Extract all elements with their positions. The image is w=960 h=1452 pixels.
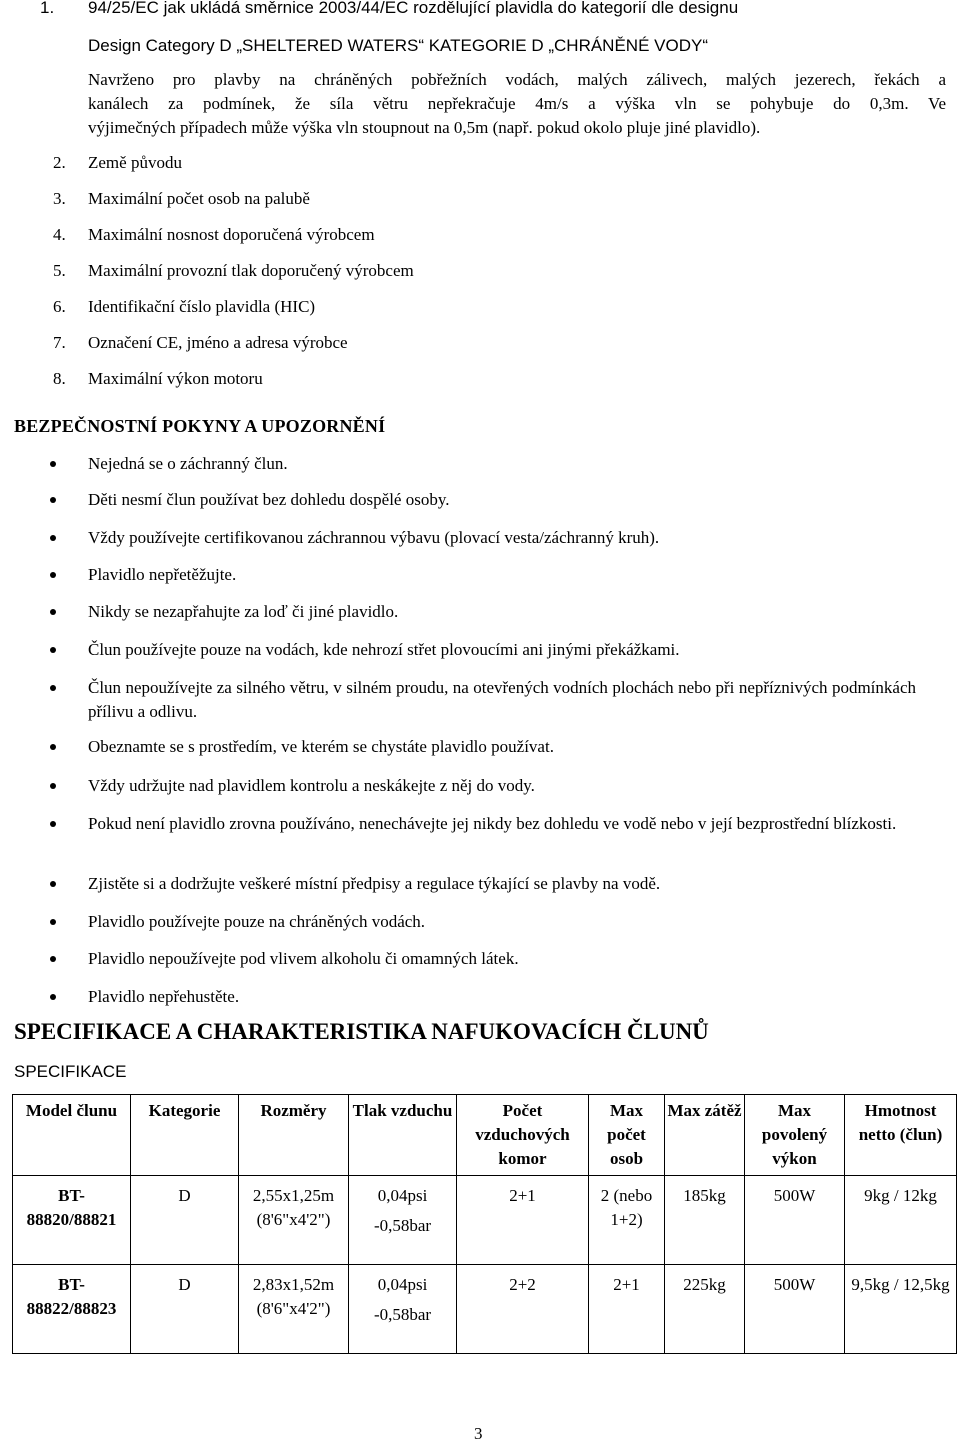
dimensions-cell: 2,55x1,25m (8'6"x4'2") bbox=[239, 1176, 349, 1265]
safety-item: Nikdy se nezapřahujte za loď či jiné plavidlo. bbox=[88, 602, 399, 621]
bullet-icon bbox=[50, 994, 56, 1000]
safety-item: Člun nepoužívejte za silného větru, v silném proudu, na otevřených vodních plochách nebo při nepříznivých podmínkách přílivu a odlivu. bbox=[88, 678, 916, 721]
load-cell: 225kg bbox=[665, 1265, 745, 1354]
spec-table bbox=[12, 1094, 957, 1354]
persons-cell: 2+1 bbox=[589, 1265, 665, 1354]
bullet-icon bbox=[50, 744, 56, 750]
pressure-bar: -0,58bar bbox=[373, 1305, 432, 1324]
item-number: 3. bbox=[53, 189, 66, 208]
column-header: Tlak vzduchu bbox=[349, 1095, 457, 1176]
item-number: 4. bbox=[53, 225, 66, 244]
item-1-number: 1. bbox=[40, 0, 55, 17]
column-header: Max povolený výkon bbox=[745, 1095, 845, 1176]
item-text: Maximální počet osob na palubě bbox=[88, 189, 310, 208]
bullet-icon bbox=[50, 685, 56, 691]
item-text: Maximální výkon motoru bbox=[88, 369, 263, 388]
table-row bbox=[13, 1265, 957, 1354]
description-line: Navrženo pro plavby na chráněných pobřežních vodách, malých zálivech, malých jezerech, řekách a bbox=[88, 70, 946, 89]
persons-cell: 2 (nebo 1+2) bbox=[589, 1176, 665, 1265]
chambers-cell: 2+1 bbox=[457, 1176, 589, 1265]
page-number: 3 bbox=[474, 1424, 483, 1443]
bullet-icon bbox=[50, 497, 56, 503]
safety-item: Plavidlo nepřehustěte. bbox=[88, 987, 240, 1006]
item-number: 8. bbox=[53, 369, 66, 388]
bullet-icon bbox=[50, 535, 56, 541]
column-header: Model člunu bbox=[13, 1095, 131, 1176]
safety-item: Člun používejte pouze na vodách, kde nehrozí střet plovoucími ani jinými překážkami. bbox=[88, 640, 680, 659]
bullet-icon bbox=[50, 956, 56, 962]
item-text: Maximální provozní tlak doporučený výrobcem bbox=[88, 261, 414, 280]
safety-item: Plavidlo nepoužívejte pod vlivem alkoholu či omamných látek. bbox=[88, 949, 519, 968]
bullet-icon bbox=[50, 572, 56, 578]
safety-item: Nejedná se o záchranný člun. bbox=[88, 454, 288, 473]
column-header: Max počet osob bbox=[589, 1095, 665, 1176]
column-header: Kategorie bbox=[131, 1095, 239, 1176]
dimensions-cell: 2,83x1,52m (8'6"x4'2") bbox=[239, 1265, 349, 1354]
design-category-line: Design Category D „SHELTERED WATERS“ KATEGORIE D „CHRÁNĚNÉ VODY“ bbox=[88, 36, 708, 55]
column-header: Rozměry bbox=[239, 1095, 349, 1176]
weight-cell: 9,5kg / 12,5kg bbox=[845, 1265, 957, 1354]
item-number: 2. bbox=[53, 153, 66, 172]
chambers-cell: 2+2 bbox=[457, 1265, 589, 1354]
column-header: Počet vzduchových komor bbox=[457, 1095, 589, 1176]
category-description bbox=[88, 68, 946, 140]
model-cell: BT-88822/88823 bbox=[13, 1265, 131, 1354]
bullet-icon bbox=[50, 461, 56, 467]
spec-subheading: SPECIFIKACE bbox=[14, 1062, 127, 1081]
power-cell: 500W bbox=[745, 1176, 845, 1265]
power-cell: 500W bbox=[745, 1265, 845, 1354]
item-1-text: 94/25/EC jak ukládá směrnice 2003/44/EC rozdělující plavidla do kategorií dle designu bbox=[88, 0, 739, 17]
safety-item: Zjistěte si a dodržujte veškeré místní předpisy a regulace týkající se plavby na vodě. bbox=[88, 874, 661, 893]
table-row bbox=[13, 1176, 957, 1265]
pressure-bar: -0,58bar bbox=[373, 1216, 432, 1235]
bullet-icon bbox=[50, 609, 56, 615]
bullet-icon bbox=[50, 919, 56, 925]
pressure-psi: 0,04psi bbox=[377, 1275, 428, 1294]
item-text: Identifikační číslo plavidla (HIC) bbox=[88, 297, 316, 316]
safety-item: Děti nesmí člun používat bez dohledu dospělé osoby. bbox=[88, 490, 450, 509]
model-cell: BT-88820/88821 bbox=[13, 1176, 131, 1265]
item-number: 6. bbox=[53, 297, 66, 316]
item-number: 5. bbox=[53, 261, 66, 280]
bullet-icon bbox=[50, 821, 56, 827]
description-line: kanálech za podmínek, že síla větru nepřekračuje 4m/s a výška vln se pohybuje do 0,3m. Ve bbox=[88, 94, 946, 113]
category-cell: D bbox=[131, 1265, 239, 1354]
item-text: Označení CE, jméno a adresa výrobce bbox=[88, 333, 348, 352]
column-header: Hmotnost netto (člun) bbox=[845, 1095, 957, 1176]
item-text: Země původu bbox=[88, 153, 182, 172]
bullet-icon bbox=[50, 881, 56, 887]
weight-cell: 9kg / 12kg bbox=[845, 1176, 957, 1265]
safety-item: Plavidlo nepřetěžujte. bbox=[88, 565, 237, 584]
safety-item: Obeznamte se s prostředím, ve kterém se chystáte plavidlo používat. bbox=[88, 737, 554, 756]
safety-item: Plavidlo používejte pouze na chráněných vodách. bbox=[88, 912, 426, 931]
bullet-icon bbox=[50, 647, 56, 653]
safety-heading: BEZPEČNOSTNÍ POKYNY A UPOZORNĚNÍ bbox=[14, 416, 386, 436]
description-line: výjimečných případech může výška vln stoupnout na 0,5m (např. pokud okolo pluje jiné plavidlo). bbox=[88, 118, 761, 137]
item-number: 7. bbox=[53, 333, 66, 352]
safety-item: Vždy udržujte nad plavidlem kontrolu a neskákejte z něj do vody. bbox=[88, 776, 535, 795]
bullet-icon bbox=[50, 783, 56, 789]
pressure-cell bbox=[349, 1176, 457, 1265]
item-text: Maximální nosnost doporučená výrobcem bbox=[88, 225, 375, 244]
table-header-row bbox=[13, 1095, 957, 1176]
load-cell: 185kg bbox=[665, 1176, 745, 1265]
safety-item: Pokud není plavidlo zrovna používáno, nenechávejte jej nikdy bez dohledu ve vodě nebo v její bezprostřední blízkosti. bbox=[88, 814, 897, 833]
category-cell: D bbox=[131, 1176, 239, 1265]
pressure-psi: 0,04psi bbox=[377, 1186, 428, 1205]
safety-item: Vždy používejte certifikovanou záchrannou výbavu (plovací vesta/záchranný kruh). bbox=[88, 528, 660, 547]
column-header: Max zátěž bbox=[665, 1095, 745, 1176]
pressure-cell bbox=[349, 1265, 457, 1354]
spec-heading: SPECIFIKACE A CHARAKTERISTIKA NAFUKOVACÍCH ČLUNŮ bbox=[14, 1019, 709, 1044]
